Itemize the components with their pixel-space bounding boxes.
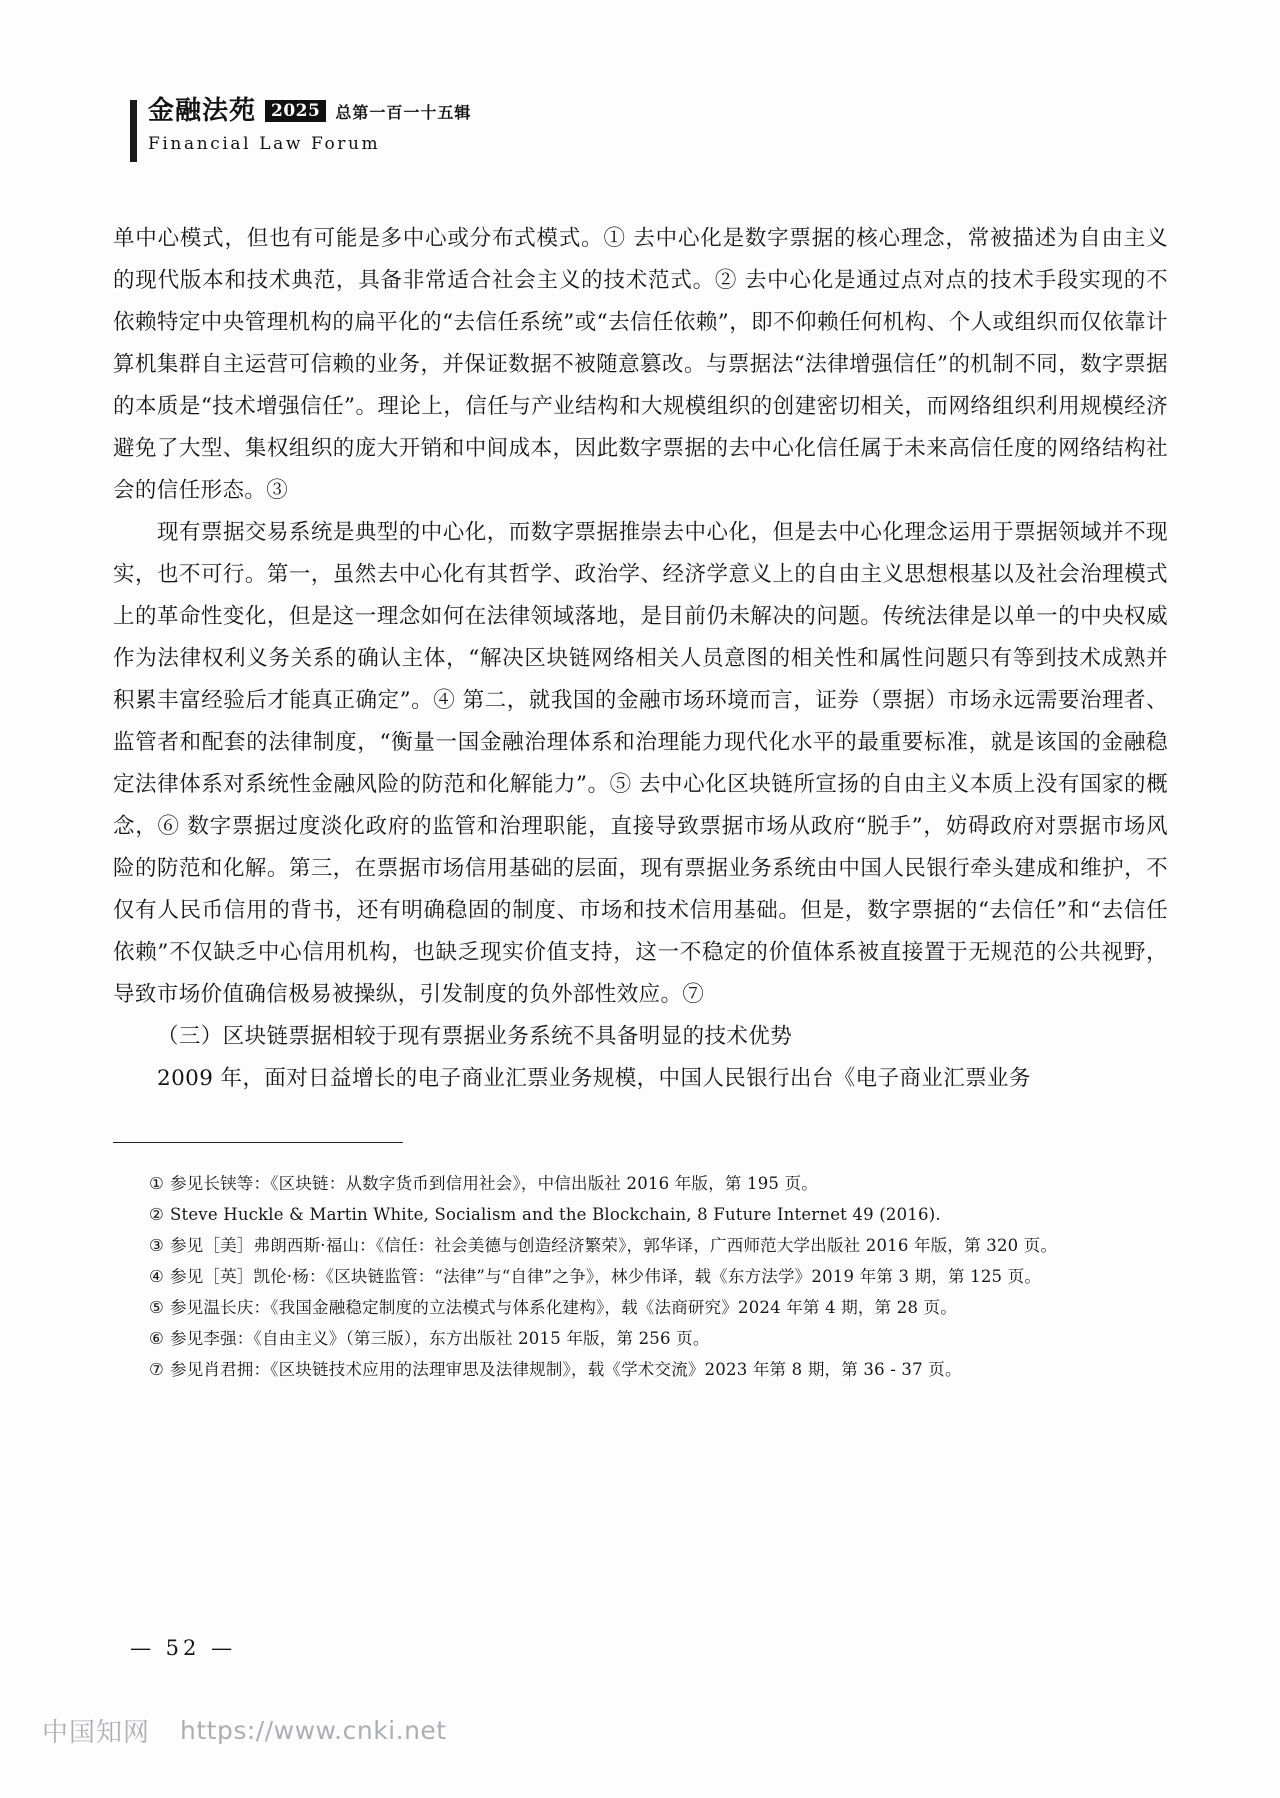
cnki-label: 中国知网: [42, 1718, 151, 1748]
footnote-marker: ⑤: [149, 1298, 164, 1317]
masthead-primary-line: [148, 98, 471, 124]
footnote-item: [113, 1292, 1168, 1323]
footnote-text: Steve Huckle & Martin White, Socialism and the Blockchain, 8 Future Internet 49 (2016).: [170, 1205, 941, 1224]
footnote-marker: ④: [149, 1267, 164, 1286]
journal-year-badge: 2025: [265, 100, 326, 122]
footnote-list: [113, 1168, 1168, 1385]
journal-masthead: [130, 98, 471, 162]
footnote-item: [113, 1230, 1168, 1261]
footnote-separator: [113, 1142, 403, 1143]
footnote-item: [113, 1323, 1168, 1354]
masthead-rule: [130, 100, 137, 162]
footnote-text: 参见［英］凯伦·杨：《区块链监管：“法律”与“自律”之争》，林少伟译，载《东方法学》2019 年第 3 期，第 125 页。: [170, 1267, 1042, 1286]
journal-volume: 总第一百一十五辑: [335, 102, 472, 122]
footnote-item: [113, 1168, 1168, 1199]
footnote-marker: ③: [149, 1236, 164, 1255]
masthead-text: [148, 98, 471, 154]
paragraph: 单中心模式，但也有可能是多中心或分布式模式。① 去中心化是数字票据的核心理念，常被描述为自由主义的现代版本和技术典范，具备非常适合社会主义的技术范式。② 去中心化是通过点对点的技术手段实现的不依赖特定中央管理机构的扁平化的“去信任系统”或“去信任依赖”，即不仰赖任何机构、个人或组织而仅依靠计算机集群自主运营可信赖的业务，并保证数据不被随意篡改。与票据法“法律增强信任”的机制不同，数字票据的本质是“技术增强信任”。理论上，信任与产业结构和大规模组织的创建密切相关，而网络组织利用规模经济避免了大型、集权组织的庞大开销和中间成本，因此数字票据的去中心化信任属于未来高信任度的网络结构社会的信任形态。③: [113, 226, 1168, 503]
footnote-text: 参见［美］弗朗西斯·福山：《信任：社会美德与创造经济繁荣》，郭华译，广西师范大学出版社 2016 年版，第 320 页。: [170, 1236, 1058, 1255]
cnki-url: https://www.cnki.net: [180, 1716, 447, 1745]
cnki-watermark: [42, 1712, 447, 1749]
footnote-marker: ⑥: [149, 1329, 164, 1348]
paragraph: 现有票据交易系统是典型的中心化，而数字票据推崇去中心化，但是去中心化理念运用于票据领域并不现实，也不可行。第一，虽然去中心化有其哲学、政治学、经济学意义上的自由主义思想根基以及社会治理模式上的革命性变化，但是这一理念如何在法律领域落地，是目前仍未解决的问题。传统法律是以单一的中央权威作为法律权利义务关系的确认主体，“解决区块链网络相关人员意图的相关性和属性问题只有等到技术成熟并积累丰富经验后才能真正确定”。④ 第二，就我国的金融市场环境而言，证券（票据）市场永远需要治理者、监管者和配套的法律制度，“衡量一国金融治理体系和治理能力现代化水平的最重要标准，就是该国的金融稳定法律体系对系统性金融风险的防范和化解能力”。⑤ 去中心化区块链所宣扬的自由主义本质上没有国家的概念，⑥ 数字票据过度淡化政府的监管和治理职能，直接导致票据市场从政府“脱手”，妨碍政府对票据市场风险的防范和化解。第三，在票据市场信用基础的层面，现有票据业务系统由中国人民银行牵头建成和维护，不仅有人民币信用的背书，还有明确稳固的制度、市场和技术信用基础。但是，数字票据的“去信任”和“去信任依赖”不仅缺乏中心信用机构，也缺乏现实价值支持，这一不稳定的价值体系被直接置于无规范的公共视野，导致市场价值确信极易被操纵，引发制度的负外部性效应。⑦: [113, 520, 1168, 1007]
footnote-item: [113, 1354, 1168, 1385]
footnote-item: [113, 1199, 1168, 1230]
journal-title-cn: 金融法苑: [148, 96, 257, 126]
footnote-text: 参见长铗等：《区块链：从数字货币到信用社会》，中信出版社 2016 年版，第 195 页。: [170, 1174, 818, 1193]
page-number: — 52 —: [130, 1636, 237, 1660]
footnote-item: [113, 1261, 1168, 1292]
paragraph: 2009 年，面对日益增长的电子商业汇票业务规模，中国人民银行出台《电子商业汇票业务: [157, 1066, 1031, 1091]
footnote-marker: ⑦: [149, 1360, 164, 1379]
body-text-column: [113, 218, 1168, 1100]
section-heading: （三）区块链票据相较于现有票据业务系统不具备明显的技术优势: [157, 1024, 793, 1049]
footnote-marker: ①: [149, 1174, 164, 1193]
footnote-text: 参见温长庆：《我国金融稳定制度的立法模式与体系化建构》，载《法商研究》2024 年第 4 期，第 28 页。: [170, 1298, 958, 1317]
journal-title-en: Financial Law Forum: [148, 134, 381, 154]
footnote-marker: ②: [149, 1205, 164, 1224]
footnote-text: 参见肖君拥：《区块链技术应用的法理审思及法律规制》，载《学术交流》2023 年第 8 期，第 36 - 37 页。: [170, 1360, 962, 1379]
footnote-text: 参见李强：《自由主义》（第三版），东方出版社 2015 年版，第 256 页。: [170, 1329, 710, 1348]
